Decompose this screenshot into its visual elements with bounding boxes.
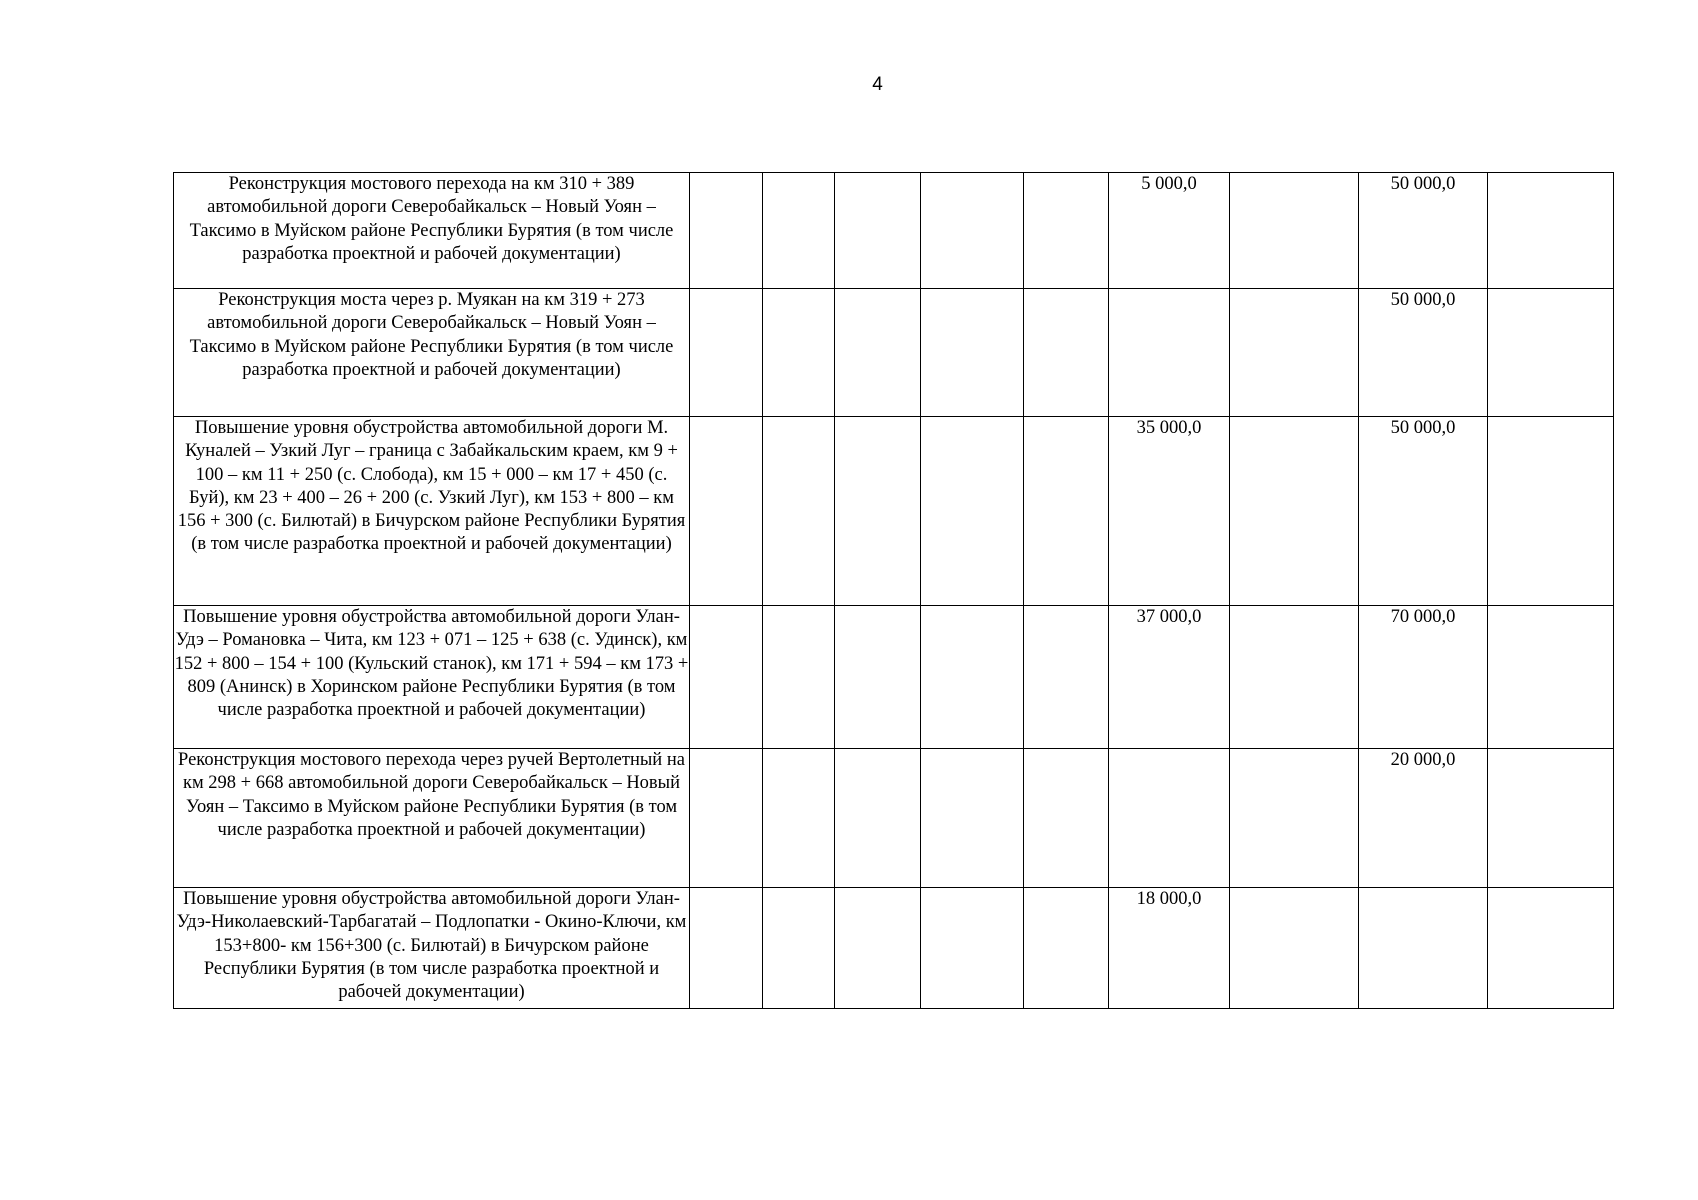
value-cell: 20 000,0: [1359, 749, 1488, 888]
row-description: Повышение уровня обустройства автомобильной дороги Улан-Удэ-Николаевский-Тарбагатай – Подлопатки - Окино-Ключи, км 153+800- км 156+300 (с. Билютай) в Бичурском районе Республики Бурятия (в том числе разработка проектной и рабочей документации): [174, 888, 690, 1009]
value-cell: [690, 606, 763, 749]
value-cell: 35 000,0: [1109, 417, 1230, 606]
value-cell: 37 000,0: [1109, 606, 1230, 749]
page-number: 4: [872, 74, 883, 95]
value-cell: [690, 289, 763, 417]
table-row: [174, 888, 1614, 1009]
value-cell: [835, 173, 921, 289]
value-cell: [921, 606, 1024, 749]
value-cell: [690, 417, 763, 606]
value-cell: [835, 749, 921, 888]
value-cell: [1230, 417, 1359, 606]
value-cell: [1230, 173, 1359, 289]
value-cell: [835, 606, 921, 749]
value-cell: 70 000,0: [1359, 606, 1488, 749]
value-cell: [1024, 749, 1109, 888]
value-cell: [835, 888, 921, 1009]
row-description: Реконструкция моста через р. Муякан на км 319 + 273 автомобильной дороги Северобайкальск – Новый Уоян – Таксимо в Муйском районе Республики Бурятия (в том числе разработка проектной и рабочей документации): [174, 289, 690, 417]
value-cell: [763, 173, 835, 289]
table-row: [174, 417, 1614, 606]
value-cell: [763, 417, 835, 606]
value-cell: [1024, 888, 1109, 1009]
value-cell: [1024, 173, 1109, 289]
value-cell: [921, 289, 1024, 417]
value-cell: [921, 749, 1024, 888]
value-cell: [763, 888, 835, 1009]
value-cell: [921, 173, 1024, 289]
value-cell: [1024, 606, 1109, 749]
row-description: Повышение уровня обустройства автомобильной дороги Улан-Удэ – Романовка – Чита, км 123 + 071 – 125 + 638 (с. Удинск), км 152 + 800 – 154 + 100 (Кульский станок), км 171 + 594 – км 173 + 809 (Анинск) в Хоринском районе Республики Бурятия (в том числе разработка проектной и рабочей документации): [174, 606, 690, 749]
value-cell: [1488, 888, 1614, 1009]
table-row: [174, 606, 1614, 749]
value-cell: [690, 749, 763, 888]
value-cell: 50 000,0: [1359, 289, 1488, 417]
value-cell: [1109, 749, 1230, 888]
value-cell: [1488, 606, 1614, 749]
value-cell: [1488, 417, 1614, 606]
value-cell: [835, 417, 921, 606]
row-description: Реконструкция мостового перехода на км 310 + 389 автомобильной дороги Северобайкальск – Новый Уоян – Таксимо в Муйском районе Республики Бурятия (в том числе разработка проектной и рабочей документации): [174, 173, 690, 289]
value-cell: [1359, 888, 1488, 1009]
value-cell: [1230, 888, 1359, 1009]
row-description: Повышение уровня обустройства автомобильной дороги М. Куналей – Узкий Луг – граница с Забайкальским краем, км 9 + 100 – км 11 + 250 (с. Слобода), км 15 + 000 – км 17 + 450 (с. Буй), км 23 + 400 – 26 + 200 (с. Узкий Луг), км 153 + 800 – км 156 + 300 (с. Билютай) в Бичурском районе Республики Бурятия (в том числе разработка проектной и рабочей документации): [174, 417, 690, 606]
value-cell: 50 000,0: [1359, 173, 1488, 289]
value-cell: [1024, 417, 1109, 606]
table-row: [174, 289, 1614, 417]
value-cell: 18 000,0: [1109, 888, 1230, 1009]
table-row: [174, 749, 1614, 888]
value-cell: [1488, 289, 1614, 417]
value-cell: [763, 749, 835, 888]
value-cell: [1230, 749, 1359, 888]
value-cell: [921, 888, 1024, 1009]
value-cell: [1024, 289, 1109, 417]
value-cell: [1230, 606, 1359, 749]
value-cell: 5 000,0: [1109, 173, 1230, 289]
value-cell: [1488, 173, 1614, 289]
value-cell: [835, 289, 921, 417]
value-cell: [921, 417, 1024, 606]
value-cell: [763, 606, 835, 749]
budget-table: [173, 172, 1614, 1009]
row-description: Реконструкция мостового перехода через ручей Вертолетный на км 298 + 668 автомобильной дороги Северобайкальск – Новый Уоян – Таксимо в Муйском районе Республики Бурятия (в том числе разработка проектной и рабочей документации): [174, 749, 690, 888]
value-cell: [690, 173, 763, 289]
value-cell: 50 000,0: [1359, 417, 1488, 606]
value-cell: [1488, 749, 1614, 888]
value-cell: [1109, 289, 1230, 417]
value-cell: [690, 888, 763, 1009]
table-row: [174, 173, 1614, 289]
value-cell: [1230, 289, 1359, 417]
value-cell: [763, 289, 835, 417]
